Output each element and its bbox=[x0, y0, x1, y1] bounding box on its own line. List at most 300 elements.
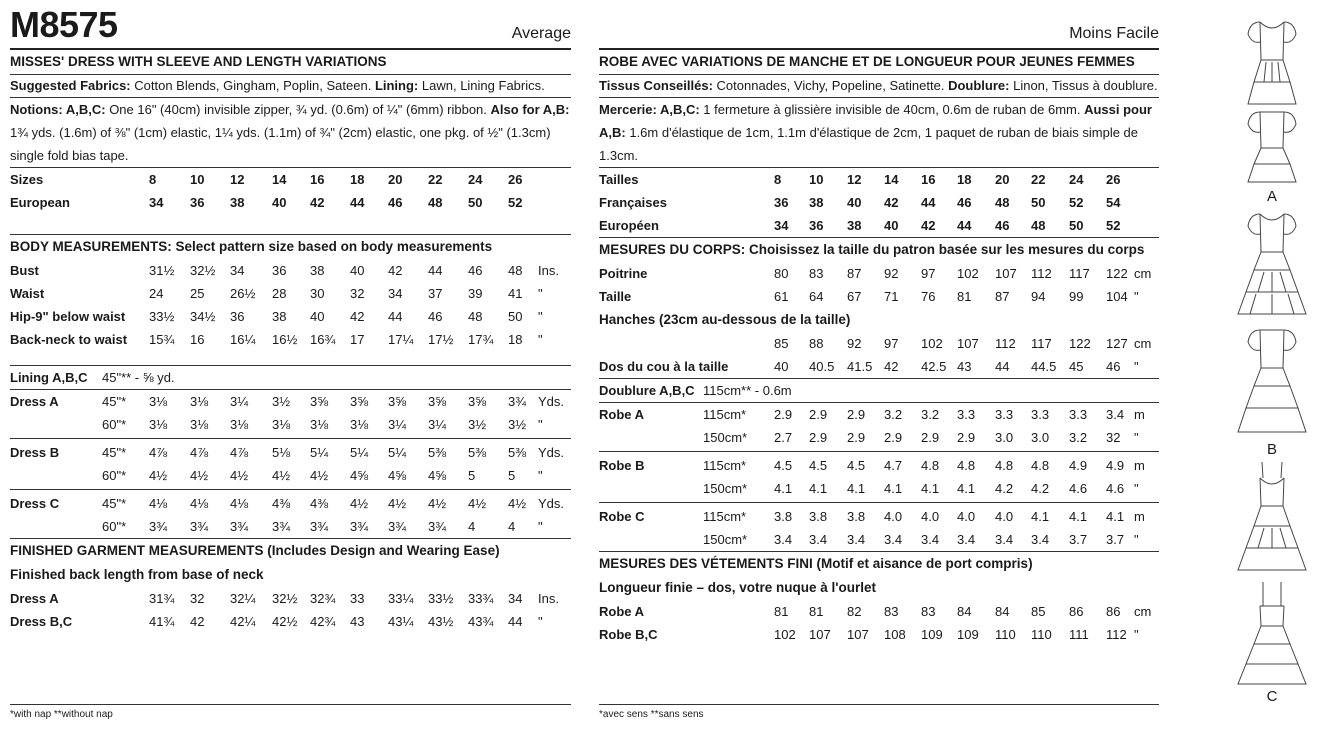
yardage-value: 5 bbox=[468, 468, 476, 483]
size-value: 34 bbox=[508, 591, 523, 606]
size-value: 42½ bbox=[272, 614, 298, 629]
unit-label: m bbox=[1134, 458, 1145, 473]
view-label: Dress C bbox=[10, 496, 60, 511]
yardage-value: 3¼ bbox=[230, 394, 249, 409]
body-measurements-title-fr: MESURES DU CORPS: Choisissez la taille du patron basée sur les mesures du corps bbox=[599, 242, 1145, 257]
size-value: 26 bbox=[1106, 172, 1121, 187]
size-value: 40 bbox=[884, 218, 899, 233]
yardage-value: 5¼ bbox=[310, 445, 329, 460]
yardage-value: 3.4 bbox=[809, 532, 828, 547]
size-value: 84 bbox=[957, 604, 972, 619]
yardage-value: 3⅛ bbox=[190, 394, 209, 409]
size-value: 43½ bbox=[428, 614, 454, 629]
size-value: 110 bbox=[995, 627, 1016, 642]
yardage-value: 4½ bbox=[310, 468, 329, 483]
yardage-value: 2.9 bbox=[809, 430, 828, 445]
unit-label: cm bbox=[1134, 266, 1152, 281]
body-measurements-table bbox=[10, 259, 571, 351]
table-row bbox=[599, 355, 1159, 378]
yardage-value: 4½ bbox=[508, 496, 527, 511]
dress-a-front-sketch bbox=[1248, 22, 1296, 104]
yardage-value: 4.1 bbox=[774, 481, 793, 496]
yardage-value: 5⅜ bbox=[468, 445, 487, 460]
size-value: 104 bbox=[1106, 289, 1128, 304]
size-value: 61 bbox=[774, 289, 789, 304]
yardage-value: 4.5 bbox=[774, 458, 793, 473]
table-row bbox=[599, 262, 1159, 285]
fabric-width: 45"* bbox=[102, 496, 127, 511]
size-value: 44 bbox=[995, 359, 1010, 374]
table-row bbox=[10, 390, 571, 413]
size-value: 102 bbox=[957, 266, 979, 281]
size-value: 18 bbox=[508, 332, 523, 347]
size-value: 20 bbox=[388, 172, 403, 187]
row-label: Robe A bbox=[599, 604, 645, 619]
yardage-value: 3.4 bbox=[774, 532, 793, 547]
lining-row-fr: Doublure A,B,C 115cm** - 0.6m bbox=[599, 383, 792, 398]
size-value: 8 bbox=[774, 172, 782, 187]
size-value: 111 bbox=[1069, 627, 1089, 642]
size-value: 43 bbox=[350, 614, 365, 629]
size-value: 33¼ bbox=[388, 591, 414, 606]
size-value: 36 bbox=[774, 195, 789, 210]
size-value: 38 bbox=[847, 218, 862, 233]
yardage-value: 2.9 bbox=[847, 407, 866, 422]
fabric-width: 150cm* bbox=[703, 532, 748, 547]
dress-a-back-sketch bbox=[1248, 112, 1296, 182]
finished-subtitle: Finished back length from base of neck bbox=[10, 567, 264, 582]
size-value: 14 bbox=[272, 172, 287, 187]
size-value: 33½ bbox=[149, 309, 175, 324]
yardage-value: 5⅜ bbox=[428, 445, 447, 460]
nap-footnote: *with nap **without nap bbox=[10, 709, 113, 720]
yardage-table bbox=[10, 390, 571, 538]
size-value: 46 bbox=[1106, 359, 1121, 374]
size-value: 30 bbox=[310, 286, 325, 301]
nap-footnote-fr: *avec sens **sans sens bbox=[599, 709, 704, 720]
size-value: 88 bbox=[809, 336, 824, 351]
yardage-value: 4 bbox=[468, 519, 476, 534]
table-row bbox=[599, 477, 1159, 500]
fabric-width: 115cm* bbox=[703, 458, 747, 473]
unit-label: " bbox=[538, 519, 543, 534]
fabric-width: 60"* bbox=[102, 519, 127, 534]
yardage-value: 3½ bbox=[272, 394, 291, 409]
size-value: 85 bbox=[774, 336, 789, 351]
unit-label: Yds. bbox=[538, 394, 565, 409]
yardage-value: 3.4 bbox=[1106, 407, 1125, 422]
size-value: 52 bbox=[1106, 218, 1121, 233]
size-value: 81 bbox=[957, 289, 972, 304]
size-value: 34½ bbox=[190, 309, 216, 324]
finished-table-fr bbox=[599, 600, 1159, 646]
notions-block-fr: Mercerie: A,B,C: 1 fermeture à glissière invisible de 40cm, 0.6m de ruban de 6mm. Aussi pour A,B: 1.6m d'élastique de 1cm, 1.1m d'élastique de 2cm, 1 paquet de ruban de biais simple de 1.3cm. bbox=[599, 102, 1152, 163]
size-value: 15¾ bbox=[149, 332, 175, 347]
yardage-value: 3.3 bbox=[1031, 407, 1050, 422]
view-label: Robe B bbox=[599, 458, 645, 473]
unit-label: cm bbox=[1134, 336, 1152, 351]
yardage-value: 3⅛ bbox=[149, 394, 168, 409]
yardage-value: 4½ bbox=[230, 468, 249, 483]
pattern-number: M8575 bbox=[10, 4, 118, 45]
yardage-value: 3½ bbox=[508, 417, 527, 432]
yardage-value: 4.7 bbox=[884, 458, 903, 473]
unit-label: cm bbox=[1134, 604, 1152, 619]
size-value: 33 bbox=[350, 591, 365, 606]
yardage-value: 4⅛ bbox=[149, 496, 168, 511]
size-value: 16¼ bbox=[230, 332, 256, 347]
yardage-value: 3⅛ bbox=[272, 417, 291, 432]
size-value: 17¼ bbox=[388, 332, 414, 347]
fabric-width: 150cm* bbox=[703, 430, 748, 445]
unit-label: m bbox=[1134, 407, 1145, 422]
size-value: 86 bbox=[1069, 604, 1084, 619]
section-title-fr: ROBE AVEC VARIATIONS DE MANCHE ET DE LONGUEUR POUR JEUNES FEMMES bbox=[599, 54, 1135, 69]
yardage-value: 4.9 bbox=[1106, 458, 1125, 473]
yardage-value: 4.1 bbox=[884, 481, 903, 496]
french-section bbox=[599, 0, 1159, 646]
table-row bbox=[599, 528, 1159, 551]
size-value: 32½ bbox=[272, 591, 298, 606]
fabric-width: 115cm* bbox=[703, 509, 747, 524]
yardage-value: 4½ bbox=[428, 496, 447, 511]
table-row bbox=[10, 515, 571, 538]
unit-label: " bbox=[538, 309, 543, 324]
view-label: Robe A bbox=[599, 407, 645, 422]
size-value: 33¾ bbox=[468, 591, 494, 606]
size-value: 40 bbox=[350, 263, 365, 278]
table-row bbox=[599, 505, 1159, 528]
view-label: Dress B bbox=[10, 445, 60, 460]
yardage-value: 3¾ bbox=[310, 519, 329, 534]
size-value: 112 bbox=[995, 336, 1016, 351]
unit-label: " bbox=[1134, 481, 1139, 496]
fabric-width: 60"* bbox=[102, 468, 127, 483]
size-value: 97 bbox=[884, 336, 899, 351]
size-value: 41.5 bbox=[847, 359, 873, 374]
size-value: 48 bbox=[428, 195, 443, 210]
table-row bbox=[10, 610, 571, 633]
size-value: 109 bbox=[957, 627, 979, 642]
finished-title-fr: MESURES DES VÉTEMENTS FINI (Motif et aisance de port compris) bbox=[599, 556, 1033, 571]
size-value: 46 bbox=[428, 309, 443, 324]
yardage-value: 4⅞ bbox=[230, 445, 249, 460]
size-value: 44 bbox=[508, 614, 523, 629]
body-measurements-table-fr-2 bbox=[599, 332, 1159, 378]
yardage-value: 3½ bbox=[468, 417, 487, 432]
yardage-value: 3⅝ bbox=[428, 394, 447, 409]
table-row bbox=[10, 464, 571, 487]
yardage-value: 4⅜ bbox=[310, 496, 329, 511]
size-value: 42 bbox=[310, 195, 325, 210]
size-value: 48 bbox=[508, 263, 523, 278]
row-label: Françaises bbox=[599, 195, 667, 210]
yardage-value: 3.2 bbox=[884, 407, 903, 422]
size-value: 12 bbox=[847, 172, 862, 187]
size-value: 44.5 bbox=[1031, 359, 1057, 374]
size-value: 17½ bbox=[428, 332, 454, 347]
yardage-value: 4⅛ bbox=[230, 496, 249, 511]
yardage-value: 3⅝ bbox=[388, 394, 407, 409]
size-value: 67 bbox=[847, 289, 862, 304]
size-value: 38 bbox=[230, 195, 245, 210]
yardage-value: 3.4 bbox=[957, 532, 976, 547]
size-value: 16 bbox=[310, 172, 325, 187]
row-label: Hip-9" below waist bbox=[10, 309, 126, 324]
size-value: 43¼ bbox=[388, 614, 414, 629]
dress-b-front-sketch bbox=[1238, 214, 1306, 314]
yardage-value: 5¼ bbox=[350, 445, 369, 460]
size-value: 46 bbox=[468, 263, 483, 278]
yardage-value: 2.7 bbox=[774, 430, 793, 445]
unit-label: " bbox=[538, 332, 543, 347]
size-value: 39 bbox=[468, 286, 483, 301]
size-value: 112 bbox=[1106, 627, 1127, 642]
yardage-value: 4.1 bbox=[1031, 509, 1050, 524]
yardage-value: 3¾ bbox=[508, 394, 527, 409]
unit-label: " bbox=[1134, 627, 1139, 642]
size-value: 44 bbox=[921, 195, 936, 210]
size-value: 102 bbox=[921, 336, 943, 351]
yardage-value: 3.7 bbox=[1069, 532, 1088, 547]
size-value: 52 bbox=[1069, 195, 1084, 210]
size-value: 32¼ bbox=[230, 591, 256, 606]
yardage-value: 4.0 bbox=[884, 509, 903, 524]
yardage-value: 2.9 bbox=[884, 430, 903, 445]
size-value: 44 bbox=[428, 263, 443, 278]
header bbox=[10, 0, 571, 48]
header-fr bbox=[599, 0, 1159, 48]
fabrics-line: Suggested Fabrics: Cotton Blends, Gingham, Poplin, Sateen. Lining: Lawn, Lining Fabrics. bbox=[10, 78, 545, 93]
yardage-value: 2.9 bbox=[809, 407, 828, 422]
size-value: 83 bbox=[921, 604, 936, 619]
yardage-value: 4½ bbox=[190, 468, 209, 483]
size-value: 107 bbox=[809, 627, 831, 642]
yardage-value: 3.0 bbox=[995, 430, 1014, 445]
size-value: 26½ bbox=[230, 286, 256, 301]
size-value: 122 bbox=[1069, 336, 1091, 351]
size-value: 81 bbox=[774, 604, 789, 619]
size-value: 32 bbox=[350, 286, 365, 301]
size-value: 34 bbox=[388, 286, 403, 301]
row-label: Dress B,C bbox=[10, 614, 73, 629]
size-value: 107 bbox=[995, 266, 1017, 281]
yardage-value: 3.3 bbox=[957, 407, 976, 422]
size-value: 43¾ bbox=[468, 614, 494, 629]
size-value: 16 bbox=[921, 172, 936, 187]
size-value: 48 bbox=[995, 195, 1010, 210]
notions-block: Notions: A,B,C: One 16" (40cm) invisible zipper, ¾ yd. (0.6m) of ¼" (6mm) ribbon. Also for A,B: 1¾ yds. (1.6m) of ⅜" (1cm) elastic, 1¼ yds. (1.1m) of ¾" (2cm) elastic, one pkg. of ½" (1.3cm) single fold bias tape. bbox=[10, 102, 570, 163]
fabrics-line-fr: Tissus Conseillés: Cotonnades, Vichy, Popeline, Satinette. Doublure: Linon, Tissus à doublure. bbox=[599, 78, 1158, 93]
size-value: 26 bbox=[508, 172, 523, 187]
size-value: 108 bbox=[884, 627, 906, 642]
size-value: 42 bbox=[921, 218, 936, 233]
yardage-value: 3⅛ bbox=[230, 417, 249, 432]
yardage-value: 3.8 bbox=[847, 509, 866, 524]
yardage-value: 3.2 bbox=[1069, 430, 1088, 445]
table-row bbox=[599, 403, 1159, 426]
size-value: 117 bbox=[1031, 336, 1052, 351]
yardage-group bbox=[10, 492, 571, 538]
yardage-value: 4⅞ bbox=[190, 445, 209, 460]
yardage-value: 4⅝ bbox=[388, 468, 407, 483]
yardage-value: 2.9 bbox=[957, 430, 976, 445]
body-measurements-title: BODY MEASUREMENTS: Select pattern size based on body measurements bbox=[10, 239, 493, 254]
size-value: 54 bbox=[1106, 195, 1121, 210]
row-label: Tailles bbox=[599, 172, 639, 187]
yardage-value: 3.8 bbox=[809, 509, 828, 524]
dress-c-front-sketch bbox=[1238, 462, 1306, 570]
row-divider bbox=[10, 489, 571, 490]
table-row bbox=[599, 214, 1159, 237]
yardage-value: 3⅝ bbox=[310, 394, 329, 409]
yardage-value: 4.8 bbox=[921, 458, 940, 473]
size-value: 8 bbox=[149, 172, 157, 187]
sizes-table-fr bbox=[599, 168, 1159, 237]
size-value: 31½ bbox=[149, 263, 175, 278]
row-label: Dos du cou à la taille bbox=[599, 359, 729, 374]
table-row bbox=[10, 191, 571, 214]
yardage-value: 4⅜ bbox=[272, 496, 291, 511]
yardage-value: 3⅛ bbox=[190, 417, 209, 432]
yardage-value: 4.2 bbox=[995, 481, 1014, 496]
yardage-value: 4⅝ bbox=[428, 468, 447, 483]
size-value: 18 bbox=[350, 172, 365, 187]
row-label: European bbox=[10, 195, 70, 210]
finished-subtitle-fr: Longueur finie – dos, votre nuque à l'ourlet bbox=[599, 580, 876, 595]
size-value: 10 bbox=[190, 172, 205, 187]
table-row bbox=[10, 413, 571, 436]
yardage-value: 3¾ bbox=[428, 519, 447, 534]
yardage-group bbox=[599, 454, 1159, 500]
row-label: Poitrine bbox=[599, 266, 648, 281]
yardage-value: 4.1 bbox=[921, 481, 940, 496]
section-title: MISSES' DRESS WITH SLEEVE AND LENGTH VARIATIONS bbox=[10, 54, 387, 69]
yardage-value: 3⅝ bbox=[350, 394, 369, 409]
size-value: 86 bbox=[1106, 604, 1121, 619]
size-value: 97 bbox=[921, 266, 936, 281]
unit-label: Yds. bbox=[538, 496, 565, 511]
yardage-group bbox=[599, 403, 1159, 449]
unit-label: " bbox=[1134, 359, 1139, 374]
dress-sketches-svg bbox=[1222, 0, 1327, 750]
yardage-value: 4.2 bbox=[1031, 481, 1050, 496]
size-value: 107 bbox=[847, 627, 869, 642]
yardage-value: 3¼ bbox=[388, 417, 407, 432]
size-value: 38 bbox=[272, 309, 287, 324]
sizes-table bbox=[10, 168, 571, 214]
row-divider bbox=[599, 502, 1159, 503]
size-value: 94 bbox=[1031, 289, 1046, 304]
yardage-value: 4.8 bbox=[995, 458, 1014, 473]
table-row bbox=[10, 587, 571, 610]
size-value: 40 bbox=[774, 359, 789, 374]
size-value: 24 bbox=[468, 172, 483, 187]
yardage-value: 3.4 bbox=[921, 532, 940, 547]
size-value: 17¾ bbox=[468, 332, 494, 347]
yardage-value: 32 bbox=[1106, 430, 1121, 445]
size-value: 22 bbox=[1031, 172, 1046, 187]
yardage-value: 5⅛ bbox=[272, 445, 291, 460]
dress-b-back-sketch bbox=[1238, 330, 1306, 432]
size-value: 50 bbox=[468, 195, 483, 210]
size-value: 40.5 bbox=[809, 359, 835, 374]
yardage-value: 4.5 bbox=[847, 458, 866, 473]
size-value: 38 bbox=[809, 195, 824, 210]
size-value: 50 bbox=[508, 309, 523, 324]
size-value: 34 bbox=[149, 195, 164, 210]
finished-title: FINISHED GARMENT MEASUREMENTS (Includes Design and Wearing Ease) bbox=[10, 543, 500, 558]
yardage-value: 4.1 bbox=[809, 481, 828, 496]
unit-label: " bbox=[1134, 532, 1139, 547]
size-value: 83 bbox=[809, 266, 824, 281]
yardage-value: 3.4 bbox=[884, 532, 903, 547]
view-sketches bbox=[1222, 0, 1327, 750]
size-value: 92 bbox=[884, 266, 899, 281]
unit-label: Ins. bbox=[538, 263, 559, 278]
yardage-value: 5¼ bbox=[388, 445, 407, 460]
fabric-width: 45"* bbox=[102, 445, 127, 460]
row-label: Européen bbox=[599, 218, 659, 233]
yardage-value: 4.9 bbox=[1069, 458, 1088, 473]
yardage-value: 2.9 bbox=[847, 430, 866, 445]
size-value: 43 bbox=[957, 359, 972, 374]
table-row bbox=[599, 285, 1159, 308]
size-value: 48 bbox=[1031, 218, 1046, 233]
size-value: 71 bbox=[884, 289, 899, 304]
yardage-value: 4.8 bbox=[957, 458, 976, 473]
size-value: 34 bbox=[230, 263, 245, 278]
size-value: 42 bbox=[884, 359, 899, 374]
row-divider bbox=[10, 438, 571, 439]
size-value: 112 bbox=[1031, 266, 1052, 281]
size-value: 10 bbox=[809, 172, 824, 187]
size-value: 42¾ bbox=[310, 614, 336, 629]
size-value: 48 bbox=[468, 309, 483, 324]
yardage-value: 4.1 bbox=[847, 481, 866, 496]
yardage-value: 3¾ bbox=[388, 519, 407, 534]
yardage-value: 3⅛ bbox=[350, 417, 369, 432]
yardage-value: 4.0 bbox=[921, 509, 940, 524]
size-value: 127 bbox=[1106, 336, 1128, 351]
view-label-c: C bbox=[1266, 688, 1278, 705]
size-value: 36 bbox=[809, 218, 824, 233]
size-value: 87 bbox=[847, 266, 862, 281]
yardage-value: 4⅝ bbox=[350, 468, 369, 483]
size-value: 18 bbox=[957, 172, 972, 187]
size-value: 81 bbox=[809, 604, 824, 619]
size-value: 34 bbox=[774, 218, 789, 233]
size-value: 40 bbox=[272, 195, 287, 210]
size-value: 87 bbox=[995, 289, 1010, 304]
view-label-a: A bbox=[1266, 188, 1277, 205]
table-row bbox=[599, 454, 1159, 477]
size-value: 24 bbox=[1069, 172, 1084, 187]
difficulty-level: Average bbox=[511, 25, 571, 42]
size-value: 42 bbox=[190, 614, 205, 629]
size-value: 42 bbox=[884, 195, 899, 210]
size-value: 16 bbox=[190, 332, 205, 347]
size-value: 85 bbox=[1031, 604, 1046, 619]
size-value: 44 bbox=[350, 195, 365, 210]
row-label: Back-neck to waist bbox=[10, 332, 128, 347]
size-value: 25 bbox=[190, 286, 205, 301]
yardage-value: 4.8 bbox=[1031, 458, 1050, 473]
difficulty-level-fr: Moins Facile bbox=[1069, 25, 1159, 42]
size-value: 40 bbox=[847, 195, 862, 210]
yardage-value: 3.4 bbox=[995, 532, 1014, 547]
fabric-width: 45"* bbox=[102, 394, 127, 409]
